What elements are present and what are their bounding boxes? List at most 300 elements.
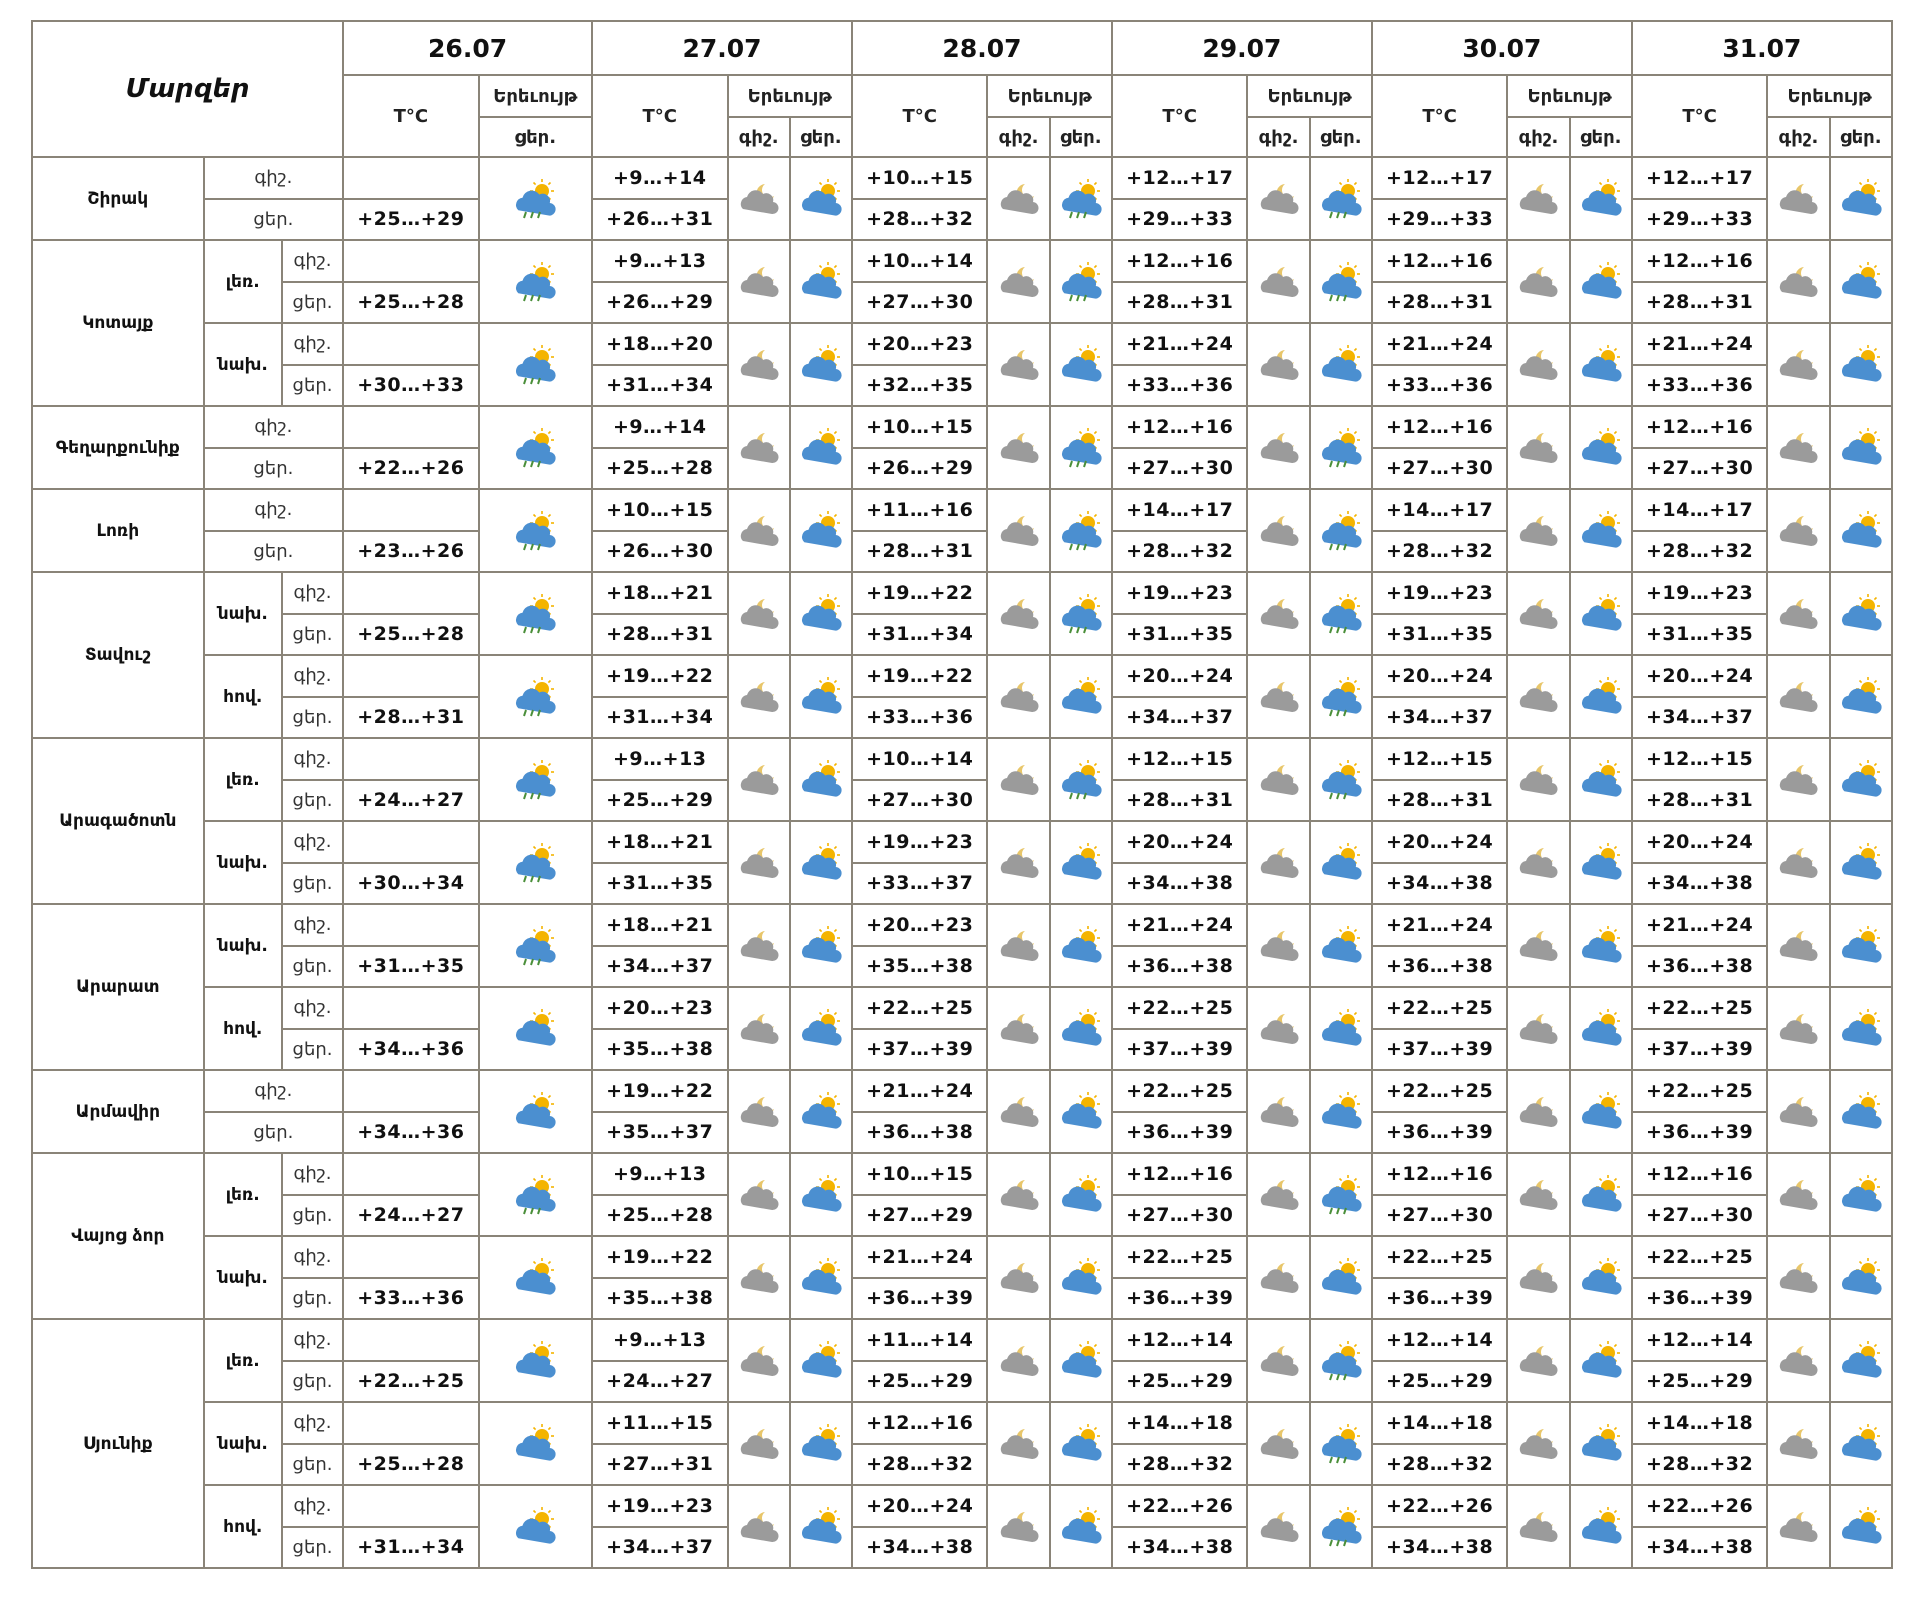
cloud-moon-icon <box>1507 572 1569 655</box>
temp-night: +18…+21 <box>592 572 727 614</box>
table-row <box>32 323 1892 365</box>
temp-day: +33…+36 <box>852 697 987 739</box>
date-header-4: 29.07 <box>1112 21 1372 75</box>
cloud-sun-icon <box>1310 821 1372 904</box>
cloud-sun-icon <box>1310 1236 1372 1319</box>
cloud-sun-icon <box>1310 323 1372 406</box>
cloud-moon-icon <box>987 323 1049 406</box>
night-subheader: գիշ. <box>1507 117 1569 157</box>
cloud-sun-icon <box>1050 1070 1112 1153</box>
cloud-sun-icon <box>1570 406 1632 489</box>
cloud-moon-icon <box>987 1236 1049 1319</box>
cloud-sun-rain-icon <box>479 821 592 904</box>
zone-name: նախ. <box>204 1402 282 1485</box>
temp-day: +25…+29 <box>1112 1361 1247 1403</box>
cloud-moon-icon <box>1247 572 1309 655</box>
temp-day: +34…+36 <box>343 1112 478 1154</box>
cloud-sun-icon <box>1570 1153 1632 1236</box>
temp-night: +21…+24 <box>1632 323 1767 365</box>
temp-night: +19…+22 <box>852 655 987 697</box>
day-subheader: ցեր. <box>1570 117 1632 157</box>
time-of-day-label: ցեր. <box>282 1444 343 1486</box>
temp-day: +35…+38 <box>592 1278 727 1320</box>
temp-night: +22…+25 <box>1632 987 1767 1029</box>
temp-day: +27…+29 <box>852 1195 987 1237</box>
temp-day: +23…+26 <box>343 531 478 573</box>
cloud-sun-icon <box>1570 1319 1632 1402</box>
forecast-table <box>31 20 1893 1569</box>
temp-day: +28…+31 <box>852 531 987 573</box>
table-row <box>32 1402 1892 1444</box>
temp-day: +32…+35 <box>852 365 987 407</box>
time-of-day-label: ցեր. <box>282 365 343 407</box>
temp-day: +34…+38 <box>1372 863 1507 905</box>
temp-day: +34…+37 <box>1632 697 1767 739</box>
phenomenon-header: Երեւույթ <box>728 75 852 117</box>
cloud-sun-icon <box>790 821 852 904</box>
time-of-day-label: ցեր. <box>282 1278 343 1320</box>
forecast-body <box>32 157 1892 1568</box>
time-of-day-label: գիշ. <box>282 904 343 946</box>
temp-night: +10…+15 <box>852 406 987 448</box>
temp-night: +20…+24 <box>1112 821 1247 863</box>
cloud-sun-rain-icon <box>1310 572 1372 655</box>
temp-day: +28…+32 <box>1372 531 1507 573</box>
cloud-sun-rain-icon <box>479 1153 592 1236</box>
cloud-moon-icon <box>1507 157 1569 240</box>
cloud-sun-icon <box>1830 323 1892 406</box>
temp-day: +34…+36 <box>343 1029 478 1071</box>
cloud-sun-icon <box>790 323 852 406</box>
zone-name: նախ. <box>204 572 282 655</box>
cloud-moon-icon <box>1767 1402 1829 1485</box>
time-of-day-label: գիշ. <box>282 1153 343 1195</box>
temp-header: T°C <box>1372 75 1507 157</box>
temp-night: +19…+23 <box>1112 572 1247 614</box>
cloud-sun-icon <box>1050 1319 1112 1402</box>
table-row <box>32 240 1892 282</box>
temp-day: +29…+33 <box>1112 199 1247 241</box>
temp-night: +11…+15 <box>592 1402 727 1444</box>
table-row <box>32 1319 1892 1361</box>
date-header-2: 27.07 <box>592 21 852 75</box>
cloud-sun-icon <box>1570 904 1632 987</box>
cloud-sun-rain-icon <box>1310 1402 1372 1485</box>
zone-name: նախ. <box>204 1236 282 1319</box>
temp-night: +20…+23 <box>852 904 987 946</box>
zone-name: նախ. <box>204 904 282 987</box>
cloud-moon-icon <box>1767 1319 1829 1402</box>
cloud-sun-icon <box>790 1402 852 1485</box>
phenomenon-header: Երեւույթ <box>479 75 592 117</box>
temp-night: +11…+16 <box>852 489 987 531</box>
temp-night <box>343 655 478 697</box>
phenomenon-header: Երեւույթ <box>1507 75 1631 117</box>
cloud-moon-icon <box>1247 987 1309 1070</box>
day-subheader: ցեր. <box>1050 117 1112 157</box>
cloud-moon-icon <box>1247 406 1309 489</box>
temp-night <box>343 406 478 448</box>
time-of-day-label: գիշ. <box>282 987 343 1029</box>
temp-day: +28…+32 <box>852 1444 987 1486</box>
temp-night: +11…+14 <box>852 1319 987 1361</box>
temp-day: +33…+36 <box>1372 365 1507 407</box>
night-subheader: գիշ. <box>728 117 790 157</box>
temp-header: T°C <box>592 75 727 157</box>
temp-day: +36…+38 <box>852 1112 987 1154</box>
table-row <box>32 1485 1892 1527</box>
temp-night: +12…+16 <box>1112 240 1247 282</box>
temp-day: +28…+31 <box>1372 780 1507 822</box>
cloud-sun-rain-icon <box>479 655 592 738</box>
table-row <box>32 489 1892 531</box>
temp-night: +20…+24 <box>1632 821 1767 863</box>
cloud-moon-icon <box>728 240 790 323</box>
cloud-moon-icon <box>987 1070 1049 1153</box>
temp-day: +35…+38 <box>592 1029 727 1071</box>
cloud-moon-icon <box>987 406 1049 489</box>
temp-day: +26…+30 <box>592 531 727 573</box>
cloud-sun-icon <box>1570 572 1632 655</box>
table-row <box>32 1070 1892 1112</box>
temp-day: +33…+37 <box>852 863 987 905</box>
temp-day: +31…+35 <box>1372 614 1507 656</box>
cloud-sun-icon <box>1570 821 1632 904</box>
cloud-sun-icon <box>1310 987 1372 1070</box>
cloud-moon-icon <box>1767 572 1829 655</box>
temp-night: +19…+23 <box>852 821 987 863</box>
cloud-moon-icon <box>987 489 1049 572</box>
temp-day: +37…+39 <box>1372 1029 1507 1071</box>
cloud-sun-icon <box>790 489 852 572</box>
cloud-sun-icon <box>1050 821 1112 904</box>
phenomenon-header: Երեւույթ <box>1767 75 1892 117</box>
cloud-sun-icon <box>1830 987 1892 1070</box>
cloud-sun-icon <box>1830 157 1892 240</box>
temp-day: +28…+31 <box>1372 282 1507 324</box>
temp-night: +22…+25 <box>1112 987 1247 1029</box>
region-name: Գեղարքունիք <box>32 406 204 489</box>
cloud-sun-rain-icon <box>479 157 592 240</box>
cloud-sun-rain-icon <box>479 572 592 655</box>
temp-night: +21…+24 <box>852 1070 987 1112</box>
temp-day: +36…+39 <box>852 1278 987 1320</box>
cloud-moon-icon <box>1507 904 1569 987</box>
region-name: Արմավիր <box>32 1070 204 1153</box>
date-header-1: 26.07 <box>343 21 592 75</box>
temp-night: +22…+26 <box>1632 1485 1767 1527</box>
cloud-sun-icon <box>790 1319 852 1402</box>
temp-night <box>343 1402 478 1444</box>
temp-day: +34…+37 <box>592 946 727 988</box>
temp-night: +9…+14 <box>592 406 727 448</box>
temp-day: +25…+29 <box>1632 1361 1767 1403</box>
temp-day: +25…+28 <box>343 282 478 324</box>
temp-night: +19…+23 <box>592 1485 727 1527</box>
cloud-moon-icon <box>1507 1402 1569 1485</box>
cloud-moon-icon <box>1507 987 1569 1070</box>
day-subheader: ցեր. <box>479 117 592 157</box>
temp-night: +10…+15 <box>592 489 727 531</box>
time-of-day-label: ցեր. <box>282 282 343 324</box>
temp-night <box>343 1485 478 1527</box>
region-name: Շիրակ <box>32 157 204 240</box>
day-subheader: ցեր. <box>1310 117 1372 157</box>
time-of-day-label: ցեր. <box>204 448 344 490</box>
cloud-moon-icon <box>987 1485 1049 1568</box>
forecast-wrapper <box>31 20 1893 1569</box>
cloud-moon-icon <box>1767 904 1829 987</box>
cloud-moon-icon <box>1507 489 1569 572</box>
temp-day: +27…+30 <box>1112 1195 1247 1237</box>
day-subheader: ցեր. <box>1830 117 1892 157</box>
table-row <box>32 1153 1892 1195</box>
time-of-day-label: ցեր. <box>282 1527 343 1569</box>
temp-day: +34…+38 <box>1112 1527 1247 1569</box>
zone-name: հով. <box>204 655 282 738</box>
cloud-sun-rain-icon <box>479 489 592 572</box>
cloud-sun-icon <box>1570 1402 1632 1485</box>
time-of-day-label: ցեր. <box>282 1195 343 1237</box>
temp-night: +22…+25 <box>1372 1236 1507 1278</box>
cloud-moon-icon <box>1507 738 1569 821</box>
temp-night: +21…+24 <box>1632 904 1767 946</box>
cloud-moon-icon <box>728 655 790 738</box>
temp-night: +20…+24 <box>1112 655 1247 697</box>
cloud-sun-icon <box>479 1070 592 1153</box>
temp-day: +36…+38 <box>1632 946 1767 988</box>
temp-day: +28…+31 <box>1112 780 1247 822</box>
temp-night: +19…+22 <box>592 1070 727 1112</box>
cloud-moon-icon <box>1767 1070 1829 1153</box>
cloud-sun-icon <box>1570 323 1632 406</box>
temp-night: +12…+16 <box>1112 406 1247 448</box>
cloud-moon-icon <box>1767 738 1829 821</box>
cloud-moon-icon <box>1247 738 1309 821</box>
temp-night: +19…+23 <box>1372 572 1507 614</box>
cloud-sun-rain-icon <box>1310 406 1372 489</box>
temp-night: +9…+13 <box>592 738 727 780</box>
temp-night: +10…+15 <box>852 1153 987 1195</box>
temp-day: +34…+37 <box>1372 697 1507 739</box>
temp-night: +12…+14 <box>1112 1319 1247 1361</box>
table-row <box>32 904 1892 946</box>
cloud-sun-icon <box>1570 655 1632 738</box>
temp-night: +12…+16 <box>1632 1153 1767 1195</box>
cloud-sun-icon <box>1570 240 1632 323</box>
temp-header: T°C <box>1632 75 1767 157</box>
temp-night: +20…+23 <box>852 323 987 365</box>
cloud-moon-icon <box>1507 1070 1569 1153</box>
cloud-moon-icon <box>1247 1319 1309 1402</box>
temp-night: +20…+24 <box>1372 655 1507 697</box>
cloud-moon-icon <box>987 738 1049 821</box>
cloud-moon-icon <box>728 1070 790 1153</box>
region-name: Տավուշ <box>32 572 204 738</box>
temp-night: +14…+17 <box>1372 489 1507 531</box>
cloud-moon-icon <box>1247 821 1309 904</box>
temp-day: +27…+30 <box>852 282 987 324</box>
temp-night: +12…+17 <box>1632 157 1767 199</box>
temp-night <box>343 904 478 946</box>
cloud-moon-icon <box>1247 1236 1309 1319</box>
temp-day: +33…+36 <box>1112 365 1247 407</box>
temp-night: +12…+16 <box>1372 1153 1507 1195</box>
cloud-sun-icon <box>1570 489 1632 572</box>
temp-night: +22…+25 <box>1372 1070 1507 1112</box>
zone-name: նախ. <box>204 821 282 904</box>
temp-night: +12…+15 <box>1632 738 1767 780</box>
cloud-sun-icon <box>1310 904 1372 987</box>
cloud-sun-icon <box>1830 572 1892 655</box>
temp-night: +12…+16 <box>1372 406 1507 448</box>
temp-day: +25…+28 <box>343 614 478 656</box>
cloud-moon-icon <box>987 1319 1049 1402</box>
cloud-sun-rain-icon <box>1310 240 1372 323</box>
table-row <box>32 1236 1892 1278</box>
temp-day: +28…+32 <box>1112 531 1247 573</box>
temp-night: +14…+18 <box>1112 1402 1247 1444</box>
time-of-day-label: ցեր. <box>204 1112 344 1154</box>
cloud-moon-icon <box>987 240 1049 323</box>
temp-day: +31…+35 <box>1112 614 1247 656</box>
time-of-day-label: գիշ. <box>282 821 343 863</box>
cloud-sun-icon <box>1570 157 1632 240</box>
cloud-sun-icon <box>1570 1485 1632 1568</box>
cloud-moon-icon <box>1247 904 1309 987</box>
temp-day: +34…+37 <box>1112 697 1247 739</box>
cloud-moon-icon <box>1507 240 1569 323</box>
cloud-sun-icon <box>479 987 592 1070</box>
cloud-moon-icon <box>987 1153 1049 1236</box>
temp-day: +35…+37 <box>592 1112 727 1154</box>
cloud-moon-icon <box>1767 1236 1829 1319</box>
cloud-moon-icon <box>728 904 790 987</box>
cloud-sun-icon <box>1050 1402 1112 1485</box>
temp-night: +21…+24 <box>1112 904 1247 946</box>
date-header-5: 30.07 <box>1372 21 1632 75</box>
time-of-day-label: գիշ. <box>282 1402 343 1444</box>
temp-day: +36…+39 <box>1372 1112 1507 1154</box>
temp-day: +36…+39 <box>1372 1278 1507 1320</box>
cloud-moon-icon <box>1247 1070 1309 1153</box>
temp-day: +24…+27 <box>592 1361 727 1403</box>
temp-day: +25…+29 <box>592 780 727 822</box>
temp-day: +31…+35 <box>1632 614 1767 656</box>
cloud-moon-icon <box>728 1402 790 1485</box>
time-of-day-label: ցեր. <box>282 614 343 656</box>
cloud-sun-rain-icon <box>1310 1153 1372 1236</box>
temp-day: +25…+29 <box>852 1361 987 1403</box>
temp-night: +18…+20 <box>592 323 727 365</box>
table-row <box>32 157 1892 199</box>
cloud-moon-icon <box>1247 1402 1309 1485</box>
cloud-moon-icon <box>728 157 790 240</box>
day-subheader: ցեր. <box>790 117 852 157</box>
phenomenon-header: Երեւույթ <box>1247 75 1371 117</box>
temp-header: T°C <box>1112 75 1247 157</box>
cloud-sun-icon <box>790 240 852 323</box>
cloud-sun-icon <box>1830 1485 1892 1568</box>
night-subheader: գիշ. <box>1247 117 1309 157</box>
temp-day: +26…+29 <box>852 448 987 490</box>
cloud-sun-rain-icon <box>1310 738 1372 821</box>
temp-night: +12…+14 <box>1632 1319 1767 1361</box>
cloud-moon-icon <box>1767 323 1829 406</box>
cloud-sun-rain-icon <box>1310 489 1372 572</box>
temp-night: +18…+21 <box>592 821 727 863</box>
temp-day: +29…+33 <box>1632 199 1767 241</box>
time-of-day-label: գիշ. <box>204 157 344 199</box>
temp-day: +31…+34 <box>592 697 727 739</box>
temp-day: +36…+39 <box>1112 1278 1247 1320</box>
cloud-sun-icon <box>790 406 852 489</box>
cloud-sun-rain-icon <box>479 323 592 406</box>
table-row <box>32 821 1892 863</box>
cloud-sun-icon <box>790 1070 852 1153</box>
region-name: Կոտայք <box>32 240 204 406</box>
cloud-sun-icon <box>1830 1236 1892 1319</box>
temp-day: +34…+38 <box>1372 1527 1507 1569</box>
cloud-moon-icon <box>1767 821 1829 904</box>
temp-header: T°C <box>852 75 987 157</box>
temp-night: +20…+24 <box>852 1485 987 1527</box>
table-row <box>32 655 1892 697</box>
temp-day: +25…+29 <box>343 199 478 241</box>
cloud-moon-icon <box>728 572 790 655</box>
temp-night: +22…+25 <box>1372 987 1507 1029</box>
cloud-moon-icon <box>1507 821 1569 904</box>
cloud-moon-icon <box>987 987 1049 1070</box>
temp-day: +33…+36 <box>1632 365 1767 407</box>
temp-day: +31…+35 <box>592 863 727 905</box>
temp-day: +25…+28 <box>592 448 727 490</box>
cloud-sun-icon <box>1050 655 1112 738</box>
temp-day: +35…+38 <box>852 946 987 988</box>
cloud-moon-icon <box>1507 1485 1569 1568</box>
zone-name: լեռ. <box>204 738 282 821</box>
cloud-moon-icon <box>1507 323 1569 406</box>
zone-name: հով. <box>204 1485 282 1568</box>
temp-night: +10…+14 <box>852 240 987 282</box>
cloud-moon-icon <box>1767 489 1829 572</box>
temp-night: +12…+17 <box>1112 157 1247 199</box>
temp-day: +36…+38 <box>1372 946 1507 988</box>
temp-night: +12…+14 <box>1372 1319 1507 1361</box>
temp-night <box>343 1070 478 1112</box>
region-name: Լոռի <box>32 489 204 572</box>
temp-day: +28…+31 <box>1632 780 1767 822</box>
temp-night <box>343 987 478 1029</box>
cloud-moon-icon <box>1247 1485 1309 1568</box>
time-of-day-label: գիշ. <box>282 1236 343 1278</box>
temp-day: +34…+37 <box>592 1527 727 1569</box>
cloud-sun-icon <box>1310 1070 1372 1153</box>
cloud-sun-rain-icon <box>1050 738 1112 821</box>
cloud-sun-icon <box>1570 987 1632 1070</box>
cloud-sun-rain-icon <box>1310 1485 1372 1568</box>
temp-day: +27…+30 <box>1372 1195 1507 1237</box>
temp-day: +27…+30 <box>1372 448 1507 490</box>
temp-day: +34…+38 <box>1632 863 1767 905</box>
temp-night: +10…+15 <box>852 157 987 199</box>
temp-night: +14…+18 <box>1632 1402 1767 1444</box>
phenomenon-header: Երեւույթ <box>987 75 1111 117</box>
temp-day: +27…+30 <box>1112 448 1247 490</box>
temp-day: +26…+31 <box>592 199 727 241</box>
temp-day: +28…+32 <box>1632 531 1767 573</box>
temp-night: +12…+17 <box>1372 157 1507 199</box>
